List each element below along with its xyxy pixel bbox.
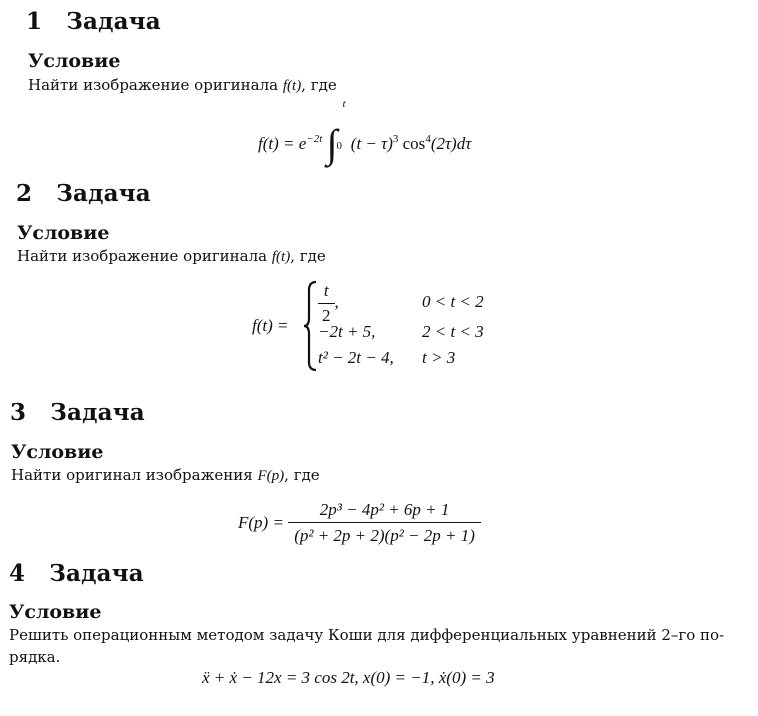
section-4-subtitle: Условие	[9, 601, 102, 623]
fraction-denominator: 2	[322, 306, 331, 325]
section-4-text	[9, 624, 749, 668]
integral-sign: ∫	[326, 121, 338, 166]
case-row-2-cond: 2 < t < 3	[422, 322, 484, 341]
problem-text: Найти изображение оригинала	[28, 76, 279, 94]
section-heading: Задача	[49, 560, 144, 587]
integral-lower-limit: 0	[336, 140, 343, 152]
problem-text-tail: , где	[301, 76, 337, 94]
fraction-denominator: (p² + 2p + 2)(p² − 2p + 1)	[294, 526, 475, 545]
formula-lhs: F(p) =	[238, 513, 284, 532]
fraction	[288, 500, 481, 546]
problem-text: Найти изображение оригинала	[17, 247, 268, 265]
section-heading: Задача	[66, 8, 161, 35]
section-4-formula: ẍ + ẋ − 12x = 3 cos 2t, x(0) = −1, ẋ(0) = 3	[202, 668, 495, 687]
section-2-subtitle: Условие	[17, 222, 110, 244]
section-1-formula	[258, 98, 472, 166]
left-brace-icon	[302, 280, 318, 372]
integral-upper-limit: t	[342, 98, 346, 110]
section-4-title	[9, 560, 144, 587]
section-number: 2	[16, 180, 33, 207]
section-3-title	[10, 399, 145, 426]
function-name: F(p)	[257, 468, 285, 484]
section-2-formula-lhs	[252, 316, 289, 336]
section-1-subtitle: Условие	[28, 50, 121, 72]
formula-exponent: −2t	[306, 133, 323, 145]
problem-text-line-2: рядка.	[9, 648, 61, 666]
function-name: f(t)	[282, 78, 302, 94]
section-number: 3	[10, 399, 27, 426]
section-number: 4	[9, 560, 26, 587]
cos-power: 4	[425, 133, 431, 145]
section-3-subtitle: Условие	[11, 441, 104, 463]
fraction	[318, 281, 335, 326]
integrand: (t − τ)	[350, 134, 393, 153]
section-2-title	[16, 180, 151, 207]
case-row-2-expr: −2t + 5,	[318, 322, 376, 341]
section-2-text	[17, 245, 326, 268]
section-heading: Задача	[56, 180, 151, 207]
case-row-1-expr	[318, 281, 339, 326]
section-1-text	[28, 74, 337, 97]
fraction-numerator: 2p³ − 4p² + 6p + 1	[288, 500, 481, 523]
cos-function: cos	[402, 134, 426, 153]
formula-lhs: f(t) = e	[258, 134, 307, 153]
section-1-title	[26, 8, 161, 35]
problem-text-line-1: Решить операционным методом задачу Коши для дифференциальных уравнений 2–го по-	[9, 626, 725, 644]
section-number: 1	[26, 8, 43, 35]
problem-text: Найти оригинал изображения	[11, 466, 253, 484]
section-3-formula	[238, 500, 481, 546]
section-heading: Задача	[50, 399, 145, 426]
case-row-1-cond: 0 < t < 2	[422, 292, 484, 311]
fraction-numerator: t	[318, 281, 335, 304]
problem-text-tail: , где	[290, 247, 326, 265]
formula-lhs: f(t) =	[252, 316, 289, 335]
case-expr-tail: ,	[334, 292, 339, 312]
function-name: f(t)	[271, 249, 291, 265]
case-row-3-expr: t² − 2t − 4,	[318, 348, 394, 367]
section-3-text	[11, 464, 320, 487]
case-row-3-cond: t > 3	[422, 348, 456, 367]
problem-text-tail: , где	[284, 466, 320, 484]
integrand-power: 3	[392, 133, 399, 145]
cos-argument: (2τ)dτ	[430, 134, 472, 153]
